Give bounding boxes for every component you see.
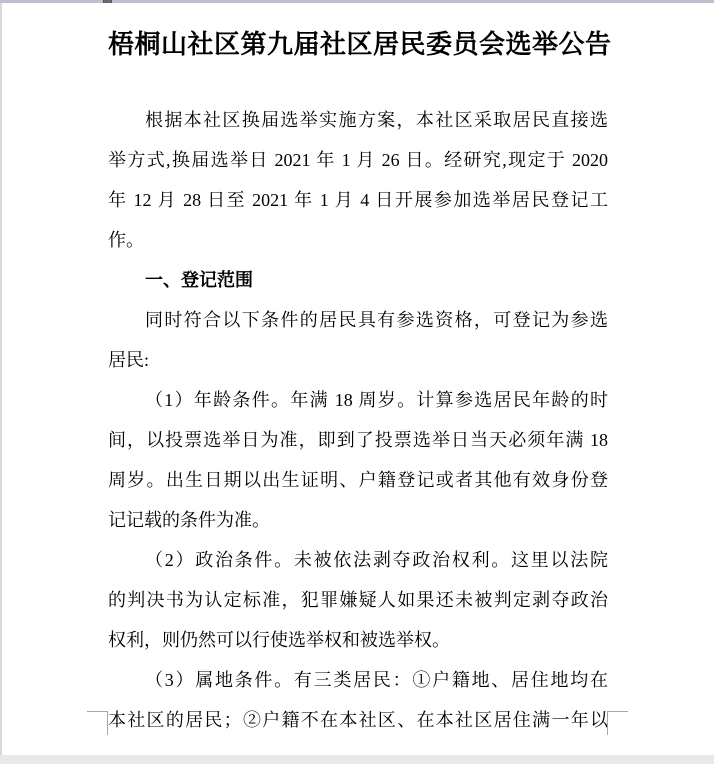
- text-line: 记记载的条件为准。: [108, 510, 270, 530]
- document-page[interactable]: [108, 0, 612, 755]
- text-line: （1）年龄条件。年满 18 周岁。计算参选居民年龄的时: [145, 390, 608, 410]
- text-line: 周岁。出生日期以出生证明、户籍登记或者其他有效身份登: [108, 470, 608, 490]
- text-line: （3）属地条件。有三类居民：①户籍地、居住地均在: [145, 670, 608, 690]
- bottom-left-margin-crop-mark: [87, 711, 108, 735]
- text-line: 同时符合以下条件的居民具有参选资格，可登记为参选: [145, 310, 608, 330]
- document-text-area: [108, 100, 608, 740]
- window-bottom-edge: [0, 755, 714, 764]
- text-line: 年 12 月 28 日至 2021 年 1 月 4 日开展参加选举居民登记工: [108, 190, 608, 210]
- text-line: 的判决书为认定标准，犯罪嫌疑人如果还未被判定剥夺政治: [108, 590, 608, 610]
- document-title: 梧桐山社区第九届社区居民委员会选举公告: [108, 30, 612, 59]
- text-line: 本社区的居民；②户籍不在本社区、在本社区居住满一年以: [108, 710, 608, 730]
- text-line: 间，以投票选举日为准，即到了投票选举日当天必须年满 18: [108, 430, 608, 450]
- text-line: 举方式,换届选举日 2021 年 1 月 26 日。经研究,现定于 2020: [108, 150, 608, 170]
- text-line: 根据本社区换届选举实施方案，本社区采取居民直接选: [145, 110, 608, 130]
- text-line: 权利，则仍然可以行使选举权和被选举权。: [108, 630, 450, 650]
- text-line: （2）政治条件。未被依法剥夺政治权利。这里以法院: [145, 550, 608, 570]
- page-left-edge: [0, 3, 2, 755]
- text-line: 居民:: [108, 350, 150, 370]
- bottom-right-margin-crop-mark: [607, 711, 628, 735]
- text-line: 作。: [108, 230, 144, 250]
- section-heading: 一、登记范围: [145, 270, 253, 290]
